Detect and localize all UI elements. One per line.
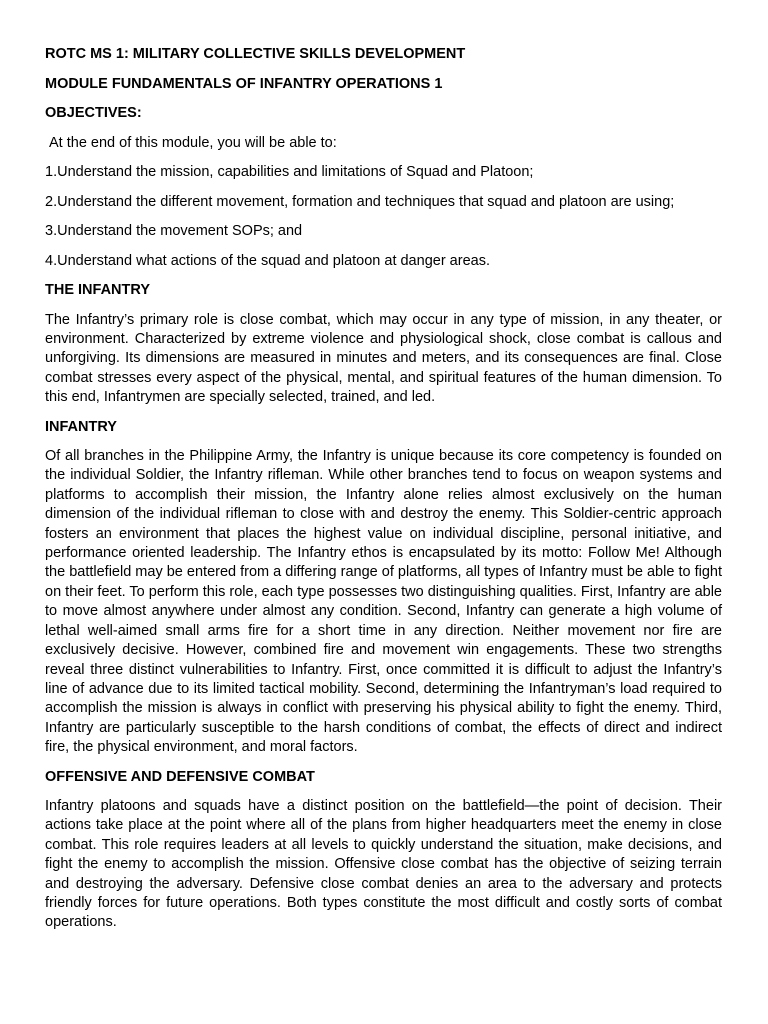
section-heading-infantry: INFANTRY <box>45 418 117 435</box>
section-body-the-infantry: The Infantry’s primary role is close combat, which may occur in any type of mission, in any theater, or environment. Characterized by extreme violence and physiological shock, close combat is callous and unforgiving. Its dimensions are measured in minutes and meters, and its consequences are final. Close combat stresses every aspect of the physical, mental, and spiritual features of the human dimension. To this end, Infantrymen are specially selected, trained, and led. <box>45 311 722 406</box>
section-body-offensive-defensive: Infantry platoons and squads have a distinct position on the battlefield—the point of decision. Their actions take place at the point where all of the plans from higher headquarters meet the enemy in close combat. This role requires leaders at all levels to quickly understand the situation, make decisions, and fight the enemy to accomplish the mission. Offensive close combat has the objective of seizing terrain and destroying the adversary. Defensive close combat denies an area to the adversary and protects friendly forces for future operations. Both types constitute the most difficult and costly sorts of combat operations. <box>45 798 722 931</box>
document-title: ROTC MS 1: MILITARY COLLECTIVE SKILLS DEVELOPMENT <box>45 46 466 62</box>
objective-item: 2.Understand the different movement, formation and techniques that squad and platoon are using; <box>45 193 675 210</box>
section-body-infantry: Of all branches in the Philippine Army, the Infantry is unique because its core competency is founded on the individual Soldier, the Infantry rifleman. While other branches tend to focus on weapon systems and platforms to accomplish their mission, the Infantry alone relies almost exclusively on the human dimension of the individual rifleman to close with and destroy the enemy. This Soldier-centric approach fosters an environment that places the highest value on individual discipline, personal initiative, and performance oriented leadership. The Infantry ethos is encapsulated by its motto: Follow Me! Although the battlefield may be entered from a differing range of platforms, all types of Infantry must be able to fight on their feet. To perform this role, each type possesses two distinguishing qualities. First, Infantry are able to move almost anywhere under almost any condition. Second, Infantry can generate a high volume of lethal well-aimed small arms fire for a short time in any direction. Neither movement nor fire are exclusively decisive. However, combined fire and movement win engagements. These two strengths reveal three distinct vulnerabilities to Infantry. First, once committed it is difficult to adjust the Infantry’s line of advance due to its limited tactical mobility. Second, determining the Infantryman’s load required to accomplish the mission is always in conflict with preserving his physical ability to fight the enemy. Third, Infantry are particularly susceptible to the harsh conditions of combat, the effects of direct and indirect fire, the physical environment, and moral factors. <box>45 448 722 756</box>
module-title: MODULE FUNDAMENTALS OF INFANTRY OPERATIONS 1 <box>45 75 443 92</box>
objective-item: 1.Understand the mission, capabilities and limitations of Squad and Platoon; <box>45 164 534 180</box>
objective-item: 3.Understand the movement SOPs; and <box>45 223 303 239</box>
section-heading-offensive-defensive: OFFENSIVE AND DEFENSIVE COMBAT <box>45 768 315 785</box>
objectives-intro: At the end of this module, you will be able to: <box>49 134 337 151</box>
section-heading-the-infantry: THE INFANTRY <box>45 282 150 298</box>
document-page <box>45 45 722 943</box>
objectives-heading: OBJECTIVES: <box>45 105 142 121</box>
objective-item: 4.Understand what actions of the squad and platoon at danger areas. <box>45 252 490 269</box>
